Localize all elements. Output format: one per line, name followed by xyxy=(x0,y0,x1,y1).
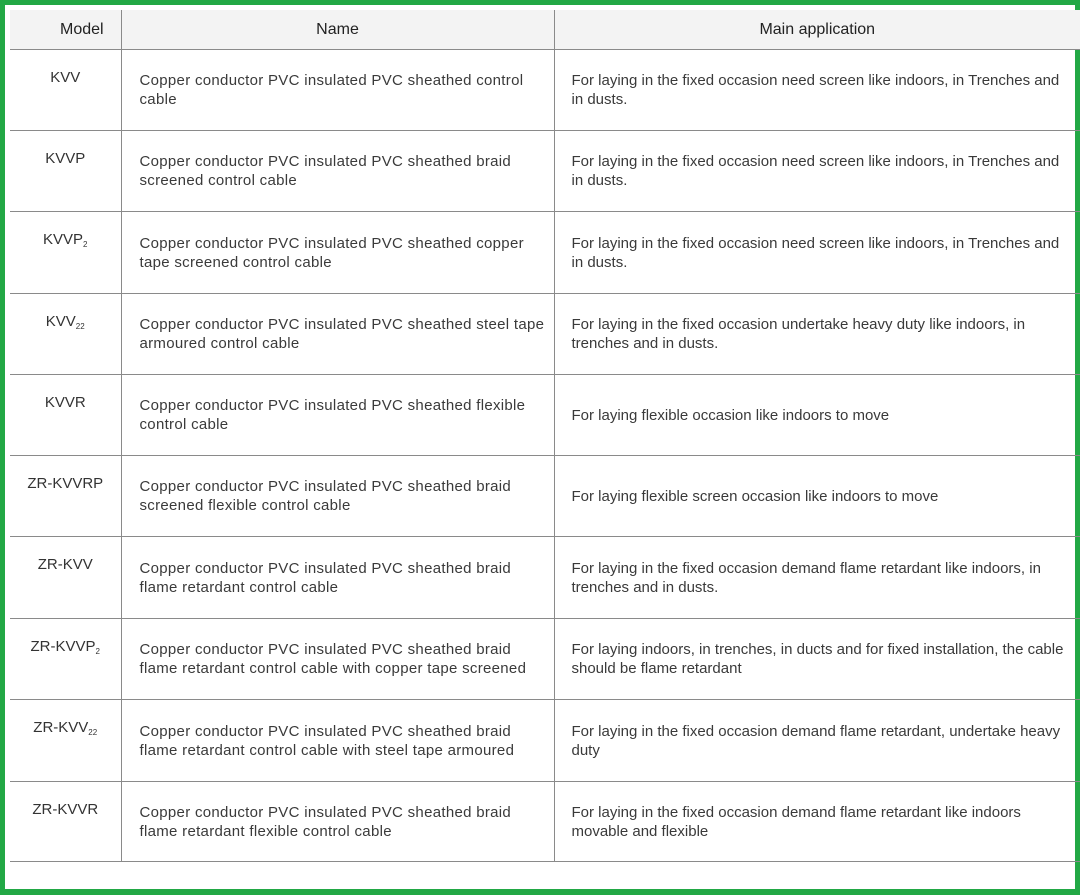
name-cell: Copper conductor PVC insulated PVC sheathed braid flame retardant control cable xyxy=(121,537,554,619)
name-cell: Copper conductor PVC insulated PVC sheathed braid screened control cable xyxy=(121,131,554,212)
name-cell: Copper conductor PVC insulated PVC sheathed copper tape screened control cable xyxy=(121,212,554,294)
name-cell: Copper conductor PVC insulated PVC sheathed braid flame retardant flexible control cable xyxy=(121,782,554,862)
name-cell: Copper conductor PVC insulated PVC sheathed braid flame retardant control cable with copper tape screened xyxy=(121,619,554,700)
cable-spec-table xyxy=(10,10,1080,862)
name-cell: Copper conductor PVC insulated PVC sheathed braid screened flexible control cable xyxy=(121,456,554,537)
name-cell: Copper conductor PVC insulated PVC sheathed flexible control cable xyxy=(121,375,554,456)
table-row xyxy=(10,375,1080,456)
name-cell: Copper conductor PVC insulated PVC sheathed steel tape armoured control cable xyxy=(121,294,554,375)
model-cell: ZR-KVVR xyxy=(10,782,121,862)
table-row xyxy=(10,131,1080,212)
model-cell: KVVR xyxy=(10,375,121,456)
table-row xyxy=(10,50,1080,131)
header-application: Main application xyxy=(554,10,1080,50)
application-cell: For laying indoors, in trenches, in ducts and for fixed installation, the cable should be flame retardant xyxy=(554,619,1080,700)
model-cell: KVV xyxy=(10,50,121,131)
application-cell: For laying in the fixed occasion need screen like indoors, in Trenches and in dusts. xyxy=(554,212,1080,294)
application-cell: For laying in the fixed occasion undertake heavy duty like indoors, in trenches and in dusts. xyxy=(554,294,1080,375)
table-row xyxy=(10,456,1080,537)
model-cell: $ZR-KVV_{22}$ xyxy=(10,700,121,782)
model-cell: ZR-KVVRP xyxy=(10,456,121,537)
table-row xyxy=(10,700,1080,782)
application-cell: For laying in the fixed occasion need screen like indoors, in Trenches and in dusts. xyxy=(554,50,1080,131)
table-row xyxy=(10,619,1080,700)
model-cell: $ZR-KVVP_2$ xyxy=(10,619,121,700)
application-cell: For laying in the fixed occasion demand flame retardant like indoors, in trenches and in dusts. xyxy=(554,537,1080,619)
table-header-row xyxy=(10,10,1080,50)
application-cell: For laying in the fixed occasion demand flame retardant like indoors movable and flexible xyxy=(554,782,1080,862)
table-row xyxy=(10,212,1080,294)
application-cell: For laying in the fixed occasion demand flame retardant, undertake heavy duty xyxy=(554,700,1080,782)
table-row xyxy=(10,294,1080,375)
header-name: Name xyxy=(121,10,554,50)
header-model: Model xyxy=(10,10,121,50)
name-cell: Copper conductor PVC insulated PVC sheathed control cable xyxy=(121,50,554,131)
table-row xyxy=(10,537,1080,619)
application-cell: For laying flexible occasion like indoors to move xyxy=(554,375,1080,456)
model-cell: KVVP xyxy=(10,131,121,212)
name-cell: Copper conductor PVC insulated PVC sheathed braid flame retardant control cable with steel tape armoured xyxy=(121,700,554,782)
model-cell: $KVVP_2$ xyxy=(10,212,121,294)
model-cell: $KVV_{22}$ xyxy=(10,294,121,375)
application-cell: For laying flexible screen occasion like indoors to move xyxy=(554,456,1080,537)
model-cell: ZR-KVV xyxy=(10,537,121,619)
application-cell: For laying in the fixed occasion need screen like indoors, in Trenches and in dusts. xyxy=(554,131,1080,212)
table-row xyxy=(10,782,1080,862)
